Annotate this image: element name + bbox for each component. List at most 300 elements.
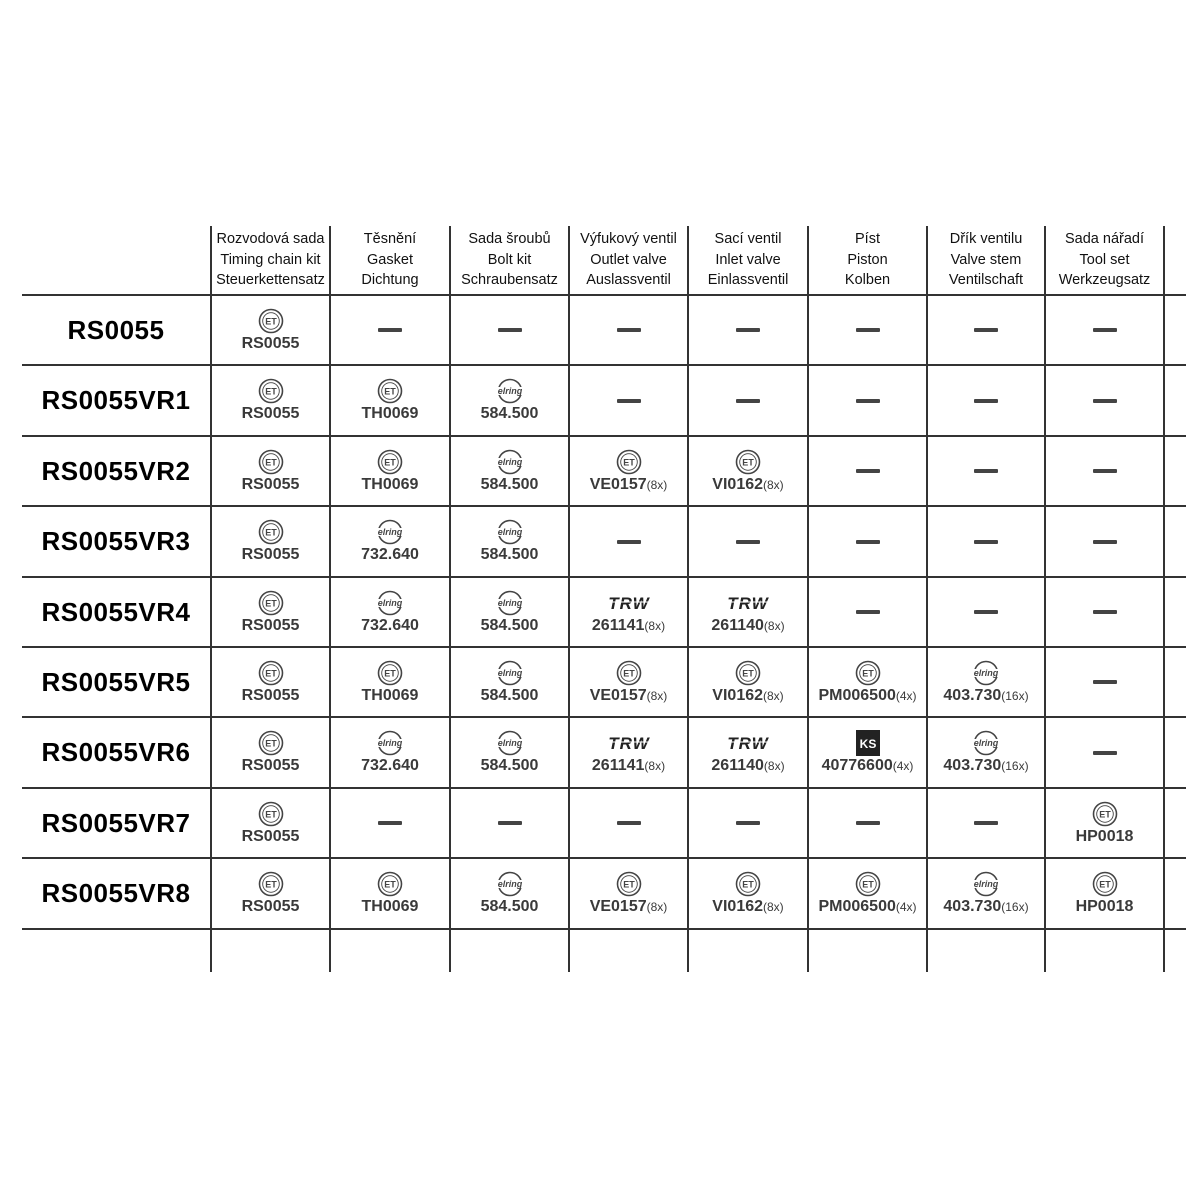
part-code: 584.500	[480, 405, 539, 422]
part-number	[361, 617, 419, 635]
not-applicable-dash	[974, 610, 998, 614]
elring-logo-icon	[970, 730, 1002, 756]
not-applicable-dash	[378, 821, 402, 825]
svg-text:elring: elring	[377, 527, 403, 537]
part-code: 584.500	[480, 475, 539, 493]
column-header-stem	[927, 226, 1045, 294]
et-logo-icon	[377, 378, 403, 404]
row-label: RS0055VR5	[41, 666, 191, 697]
table-cell	[1045, 577, 1164, 647]
part-number	[242, 898, 300, 916]
svg-text:ET: ET	[264, 597, 277, 608]
not-applicable-dash	[617, 540, 641, 544]
et-logo-icon	[258, 449, 284, 475]
et-logo-icon	[377, 871, 403, 897]
table-cell	[211, 577, 330, 647]
not-applicable-dash	[1093, 751, 1117, 755]
column-header-line: Inlet valve	[715, 251, 781, 268]
part-code: 403.730	[943, 686, 1002, 704]
brand-logo	[735, 871, 761, 897]
brand-logo	[494, 449, 526, 475]
part-number	[711, 617, 784, 635]
part-number	[242, 757, 300, 775]
part-quantity: (4x)	[892, 759, 914, 773]
elring-logo-icon	[970, 660, 1002, 686]
part-code: 261141	[591, 757, 645, 774]
part-number	[822, 757, 914, 775]
brand-logo	[1092, 871, 1118, 897]
brand-logo	[616, 871, 642, 897]
table-cell	[330, 858, 450, 929]
table-cell	[808, 647, 927, 717]
svg-text:ET: ET	[861, 667, 874, 678]
part-number	[481, 546, 539, 564]
table-cell	[569, 577, 688, 647]
brand-logo	[494, 519, 526, 545]
column-header-line: Outlet valve	[590, 251, 667, 268]
brand-logo	[377, 871, 403, 897]
part-number	[592, 617, 665, 635]
table-cell	[569, 717, 688, 788]
elring-logo-icon	[494, 590, 526, 616]
table-cell	[1045, 295, 1164, 365]
table-cell	[1045, 717, 1164, 788]
column-header-line: Einlassventil	[707, 272, 789, 289]
part-number	[1076, 898, 1134, 916]
table-cell	[1045, 788, 1164, 858]
not-applicable-dash	[974, 399, 998, 403]
not-applicable-dash	[1093, 469, 1117, 473]
et-logo-icon	[258, 660, 284, 686]
table-cell	[569, 788, 688, 858]
brand-logo	[855, 660, 881, 686]
row-label: RS0055	[67, 314, 165, 345]
table-cell	[808, 506, 927, 577]
elring-logo-icon	[494, 660, 526, 686]
part-code: VE0157	[589, 686, 647, 704]
et-logo-icon	[616, 660, 642, 686]
part-number	[481, 898, 539, 916]
table-cell	[927, 295, 1045, 365]
column-header-line: Rozvodová sada	[216, 231, 325, 248]
brand-logo	[258, 449, 284, 475]
brand-logo	[602, 730, 656, 756]
table-cell	[211, 647, 330, 717]
part-number	[818, 898, 916, 916]
table-cell	[211, 295, 330, 365]
part-number	[818, 687, 916, 705]
et-logo-icon	[616, 449, 642, 475]
table-cell	[927, 788, 1045, 858]
part-code: HP0018	[1075, 827, 1134, 845]
not-applicable-dash	[1093, 540, 1117, 544]
not-applicable-dash	[974, 821, 998, 825]
part-number	[590, 898, 668, 916]
not-applicable-dash	[856, 469, 880, 473]
svg-text:ET: ET	[264, 386, 277, 397]
part-quantity: (8x)	[646, 477, 668, 492]
table-cell	[450, 436, 569, 506]
table-cell	[808, 717, 927, 788]
brand-logo	[374, 590, 406, 616]
svg-text:elring: elring	[497, 667, 522, 678]
part-code: RS0055	[241, 334, 300, 352]
svg-text:ET: ET	[742, 456, 754, 467]
et-logo-icon	[377, 660, 403, 686]
column-header-line: Werkzeugsatz	[1058, 272, 1151, 289]
not-applicable-dash	[736, 328, 760, 332]
column-header-bolt	[450, 226, 569, 294]
table-cell	[927, 858, 1045, 929]
column-header-outlet	[569, 226, 688, 294]
table-cell	[808, 858, 927, 929]
et-logo-icon	[377, 449, 403, 475]
table-cell	[211, 365, 330, 436]
svg-text:TRW: TRW	[607, 593, 650, 612]
brand-logo	[494, 590, 526, 616]
part-number	[242, 405, 300, 423]
table-cell	[688, 788, 808, 858]
table-cell	[688, 506, 808, 577]
table-cell	[450, 577, 569, 647]
svg-text:ET: ET	[622, 879, 635, 890]
part-code: 584.500	[480, 757, 539, 774]
brand-logo	[970, 730, 1002, 756]
part-quantity: (4x)	[895, 900, 917, 914]
not-applicable-dash	[856, 328, 880, 332]
brand-logo	[970, 660, 1002, 686]
part-number	[362, 898, 419, 916]
table-cell	[688, 436, 808, 506]
table-cell	[808, 788, 927, 858]
svg-text:ET: ET	[264, 527, 277, 538]
svg-text:ET: ET	[622, 456, 635, 467]
brand-logo	[856, 730, 880, 756]
trw-logo-icon	[721, 594, 775, 612]
part-code: RS0055	[241, 686, 300, 704]
table-cell	[1045, 506, 1164, 577]
table-cell	[569, 647, 688, 717]
not-applicable-dash	[1093, 680, 1117, 684]
part-code: TH0069	[361, 686, 419, 704]
svg-text:ET: ET	[264, 808, 277, 819]
part-number	[242, 617, 300, 635]
table-cell	[927, 506, 1045, 577]
svg-text:ET: ET	[384, 667, 396, 678]
elring-logo-icon	[494, 378, 526, 404]
table-cell	[808, 365, 927, 436]
elring-logo-icon	[494, 871, 526, 897]
part-number	[712, 898, 783, 916]
table-cell	[450, 295, 569, 365]
row-label: RS0055VR8	[41, 878, 191, 908]
part-code: HP0018	[1075, 898, 1134, 915]
part-quantity: (8x)	[763, 618, 785, 633]
part-code: 403.730	[943, 898, 1002, 915]
svg-text:ET: ET	[384, 456, 396, 467]
part-number	[1076, 828, 1134, 846]
table-cell	[211, 717, 330, 788]
et-logo-icon	[258, 871, 284, 897]
part-quantity: (8x)	[763, 759, 785, 773]
column-header-line: Těsnění	[363, 231, 417, 248]
brand-logo	[494, 660, 526, 686]
row-label: RS0055VR2	[41, 455, 191, 486]
part-number	[481, 687, 539, 705]
table-cell	[569, 436, 688, 506]
part-quantity: (8x)	[646, 688, 668, 703]
not-applicable-dash	[974, 540, 998, 544]
table-cell	[569, 506, 688, 577]
column-header-line: Piston	[847, 251, 888, 268]
table-cell	[569, 365, 688, 436]
part-code: 584.500	[480, 546, 539, 563]
trw-logo-icon	[602, 734, 656, 752]
svg-text:TRW: TRW	[727, 593, 769, 612]
table-cell	[1045, 365, 1164, 436]
elring-logo-icon	[494, 449, 526, 475]
elring-logo-icon	[374, 590, 406, 616]
column-header-line: Bolt kit	[487, 251, 532, 268]
table-cell	[330, 365, 450, 436]
column-header-line: Valve stem	[950, 251, 1022, 268]
table-cell	[927, 717, 1045, 788]
part-code: 403.730	[943, 757, 1002, 774]
part-code: RS0055	[241, 616, 300, 634]
svg-text:ET: ET	[264, 738, 277, 749]
table-cell	[330, 436, 450, 506]
part-code: 261141	[591, 616, 645, 634]
elring-logo-icon	[494, 519, 526, 545]
brand-logo	[258, 871, 284, 897]
table-cell	[688, 295, 808, 365]
part-quantity: (8x)	[763, 688, 784, 703]
table-cell	[688, 365, 808, 436]
et-logo-icon	[735, 660, 761, 686]
part-number	[242, 476, 300, 494]
brand-logo	[258, 730, 284, 756]
table-cell	[450, 788, 569, 858]
elring-logo-icon	[494, 730, 526, 756]
et-logo-icon	[258, 730, 284, 756]
column-header-line: Kolben	[844, 272, 891, 289]
column-header-line: Steuerkettensatz	[216, 272, 325, 289]
part-code: 584.500	[480, 686, 539, 704]
svg-text:TRW: TRW	[727, 734, 769, 752]
table-cell	[688, 717, 808, 788]
svg-text:ET: ET	[861, 879, 874, 890]
ks-logo-icon	[856, 730, 880, 756]
brand-logo	[258, 519, 284, 545]
not-applicable-dash	[617, 399, 641, 403]
table-cell	[569, 858, 688, 929]
part-number	[362, 687, 419, 705]
row-label: RS0055VR4	[41, 596, 191, 627]
part-number	[592, 757, 665, 775]
column-header-line: Tool set	[1079, 251, 1130, 268]
row-label: RS0055VR7	[41, 807, 191, 838]
column-header-line: Gasket	[367, 251, 413, 268]
table-cell	[450, 858, 569, 929]
table-cell	[927, 436, 1045, 506]
part-code: 584.500	[480, 616, 539, 634]
column-header-line: Píst	[855, 231, 880, 248]
svg-text:ET: ET	[742, 879, 754, 890]
part-quantity: (8x)	[763, 900, 784, 914]
svg-text:elring: elring	[497, 738, 522, 748]
part-number	[242, 828, 300, 846]
not-applicable-dash	[498, 328, 522, 332]
part-code: VE0157	[589, 898, 647, 915]
table-cell	[211, 506, 330, 577]
table-cell	[330, 295, 450, 365]
part-code: TH0069	[361, 405, 419, 422]
et-logo-icon	[258, 590, 284, 616]
table-cell	[808, 436, 927, 506]
part-code: VI0162	[712, 686, 764, 704]
not-applicable-dash	[856, 540, 880, 544]
not-applicable-dash	[974, 469, 998, 473]
brand-logo	[377, 449, 403, 475]
column-header-gasket	[330, 226, 450, 294]
not-applicable-dash	[736, 821, 760, 825]
part-code: RS0055	[241, 405, 300, 422]
brand-logo	[616, 449, 642, 475]
column-header-line: Sada nářadí	[1064, 231, 1144, 248]
part-number	[590, 687, 668, 705]
svg-text:elring: elring	[497, 597, 522, 608]
column-header-line: Sací ventil	[714, 231, 782, 248]
part-code: RS0055	[241, 757, 300, 774]
column-header-line: Auslassventil	[586, 272, 671, 289]
svg-text:ET: ET	[264, 315, 277, 326]
elring-logo-icon	[374, 519, 406, 545]
table-cell	[808, 577, 927, 647]
not-applicable-dash	[736, 540, 760, 544]
et-logo-icon	[258, 519, 284, 545]
et-logo-icon	[1092, 871, 1118, 897]
svg-text:TRW: TRW	[607, 734, 650, 752]
part-number	[943, 757, 1028, 775]
part-code: RS0055	[241, 546, 300, 563]
column-header-line: Sada šroubů	[468, 231, 551, 248]
part-quantity: (8x)	[646, 900, 668, 914]
part-code: VI0162	[712, 475, 764, 493]
part-code: 732.640	[361, 757, 419, 774]
table-cell	[330, 577, 450, 647]
svg-text:ET: ET	[384, 879, 396, 890]
part-number	[943, 898, 1028, 916]
column-header-line: Schraubensatz	[461, 272, 558, 289]
not-applicable-dash	[1093, 610, 1117, 614]
column-header-line: Ventilschaft	[948, 272, 1024, 289]
brand-logo	[735, 449, 761, 475]
table-cell	[211, 858, 330, 929]
part-number	[362, 405, 419, 423]
part-code: 40776600	[821, 757, 893, 774]
table-cell	[927, 577, 1045, 647]
part-number	[712, 687, 783, 705]
part-number	[361, 757, 419, 775]
column-header-timing	[211, 226, 330, 294]
part-code: TH0069	[361, 475, 419, 493]
column-header-line: Dřík ventilu	[949, 231, 1023, 248]
svg-text:elring: elring	[497, 527, 522, 537]
not-applicable-dash	[856, 610, 880, 614]
table-cell	[927, 647, 1045, 717]
table-cell	[1045, 436, 1164, 506]
table-cell	[808, 295, 927, 365]
brand-logo	[602, 590, 656, 616]
brand-logo	[494, 378, 526, 404]
et-logo-icon	[258, 801, 284, 827]
part-code: RS0055	[241, 898, 300, 915]
part-number	[362, 476, 419, 494]
row-label: RS0055VR1	[41, 385, 191, 415]
svg-text:KS: KS	[859, 737, 876, 751]
svg-text:elring: elring	[973, 738, 999, 748]
part-number	[590, 476, 668, 494]
trw-logo-icon	[602, 594, 656, 612]
part-code: 261140	[711, 757, 764, 774]
part-code: 732.640	[361, 546, 419, 563]
table-cell	[211, 788, 330, 858]
et-logo-icon	[258, 378, 284, 404]
part-quantity: (16x)	[1001, 759, 1029, 773]
not-applicable-dash	[378, 328, 402, 332]
table-cell	[1045, 647, 1164, 717]
part-number	[361, 546, 419, 564]
part-code: VE0157	[589, 475, 647, 493]
part-code: 584.500	[480, 898, 539, 915]
part-number	[712, 476, 783, 494]
part-number	[481, 476, 539, 494]
part-quantity: (16x)	[1001, 688, 1029, 703]
brand-logo	[374, 730, 406, 756]
svg-text:ET: ET	[384, 386, 396, 397]
table-cell	[569, 295, 688, 365]
part-code: TH0069	[361, 898, 419, 915]
not-applicable-dash	[974, 328, 998, 332]
part-quantity: (8x)	[644, 759, 666, 773]
part-code: RS0055	[241, 475, 300, 493]
table-cell	[450, 506, 569, 577]
brand-logo	[374, 519, 406, 545]
brand-logo	[735, 660, 761, 686]
svg-text:ET: ET	[742, 667, 754, 678]
not-applicable-dash	[1093, 328, 1117, 332]
part-code: VI0162	[712, 898, 764, 915]
not-applicable-dash	[498, 821, 522, 825]
table-cell	[330, 788, 450, 858]
et-logo-icon	[855, 871, 881, 897]
row-label: RS0055VR6	[41, 737, 191, 767]
table-cell	[688, 858, 808, 929]
table-cell	[1045, 858, 1164, 929]
part-number	[943, 687, 1028, 705]
brand-logo	[258, 801, 284, 827]
svg-text:elring: elring	[377, 738, 403, 748]
et-logo-icon	[735, 449, 761, 475]
elring-logo-icon	[970, 871, 1002, 897]
not-applicable-dash	[856, 821, 880, 825]
part-number	[481, 617, 539, 635]
part-code: PM006500	[818, 686, 896, 704]
table-cell	[330, 647, 450, 717]
svg-text:ET: ET	[264, 667, 277, 678]
part-quantity: (8x)	[644, 618, 666, 633]
table-cell	[450, 717, 569, 788]
